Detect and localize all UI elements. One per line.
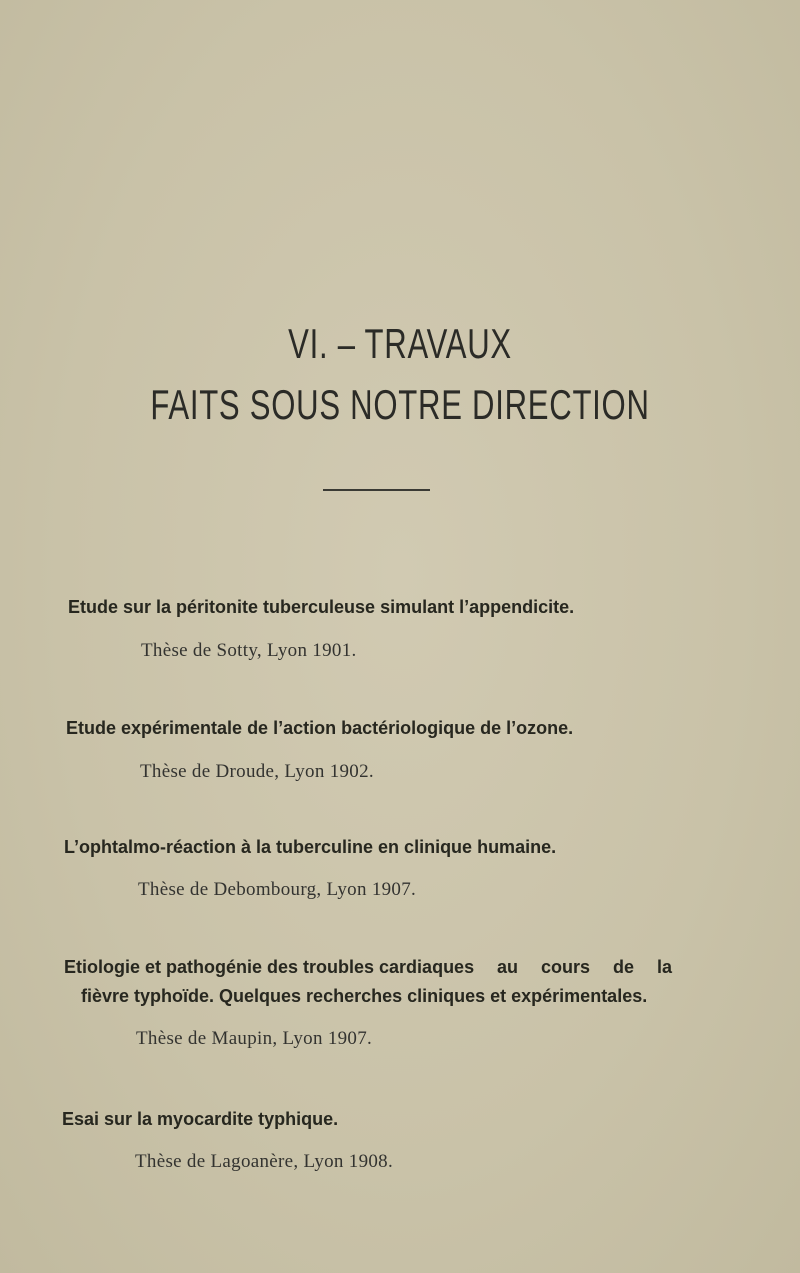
entry-4-thesis: Thèse de Maupin, Lyon 1907. [136, 1028, 373, 1049]
entry-4-title-segment: au [497, 957, 519, 977]
entry-2-title: Etude expérimentale de l’action bactériologique de l’ozone. [66, 718, 574, 738]
entry-4-title-segment: de [613, 957, 635, 977]
entry-1-thesis: Thèse de Sotty, Lyon 1901. [141, 640, 357, 661]
entry-1-title: Etude sur la péritonite tuberculeuse simulant l’appendicite. [68, 597, 575, 617]
section-title-line-2: FAITS SOUS NOTRE DIRECTION [150, 381, 650, 428]
entry-4-title-segment: cours [541, 957, 591, 977]
entry-3-title: L’ophtalmo-réaction à la tuberculine en clinique humaine. [64, 837, 557, 857]
title-divider [323, 489, 430, 491]
entry-3-thesis: Thèse de Debombourg, Lyon 1907. [138, 879, 417, 900]
entry-4-title-line-1 [64, 958, 672, 976]
entry-5-thesis: Thèse de Lagoanère, Lyon 1908. [135, 1151, 394, 1172]
entry-4-title-line-2: fièvre typhoïde. Quelques recherches cliniques et expérimentales. [81, 986, 648, 1006]
section-title-line-1: VI. – TRAVAUX [288, 320, 512, 367]
entry-5-title: Esai sur la myocardite typhique. [62, 1109, 339, 1129]
entry-2-thesis: Thèse de Droude, Lyon 1902. [140, 761, 374, 782]
entry-4-title-segment: la [656, 957, 672, 977]
entry-4-title-segment: Etiologie et pathogénie des troubles cardiaques [64, 957, 475, 977]
